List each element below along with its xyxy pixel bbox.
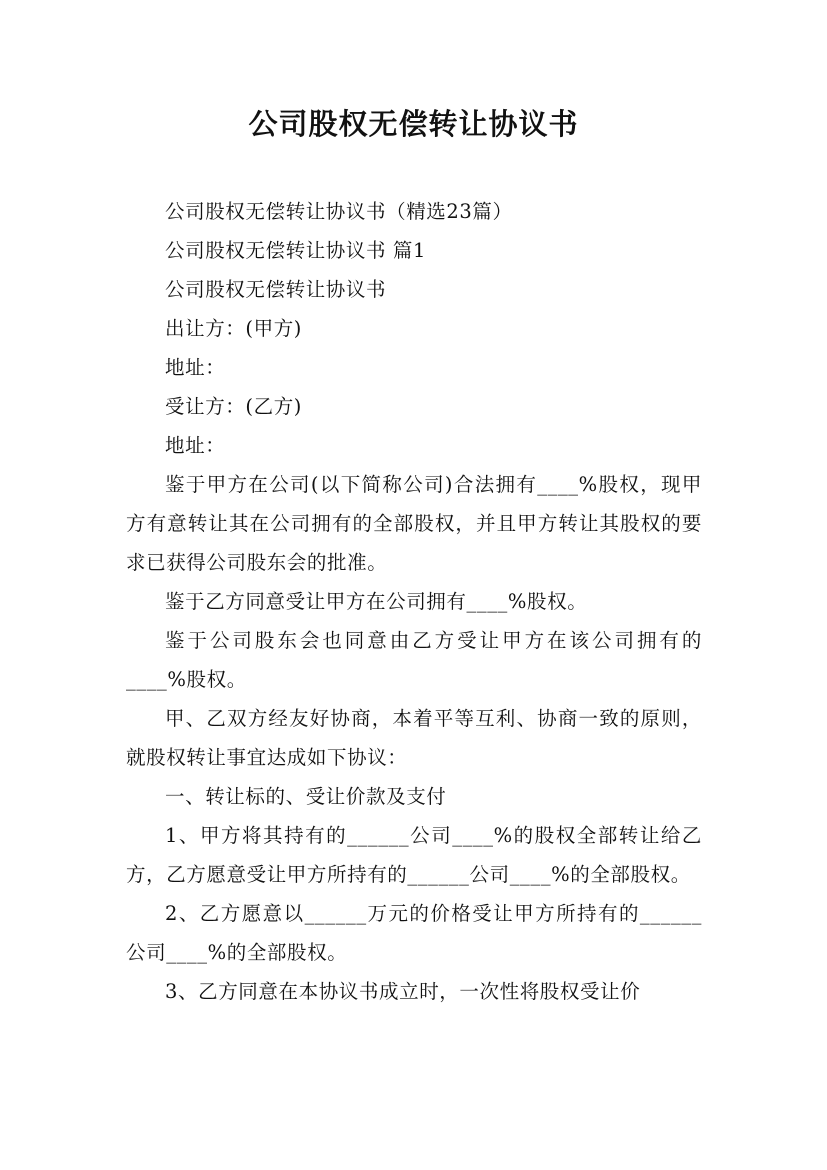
paragraph-recital-2: 鉴于乙方同意受让甲方在公司拥有____%股权。 [165,590,588,613]
paragraph-clause-2: 2、乙方愿意以______万元的价格受让甲方所持有的______公司____%的全部股权。 [126,902,702,964]
paragraph-agreement-intro: 甲、乙双方经友好协商，本着平等互利、协商一致的原则，就股权转让事宜达成如下协议： [126,707,702,769]
paragraph-subtitle: 公司股权无偿转让协议书（精选23篇） [165,200,513,223]
paragraph-clause-1: 1、甲方将其持有的______公司____%的股权全部转让给乙方，乙方愿意受让甲方所持有的______公司____%的全部股权。 [126,824,702,886]
document-title: 公司股权无偿转让协议书 [248,107,579,141]
paragraph-recital-3: 鉴于公司股东会也同意由乙方受让甲方在该公司拥有的____%股权。 [126,629,702,691]
paragraph-clause-heading: 一、转让标的、受让价款及支付 [165,785,447,808]
paragraph-recital-1: 鉴于甲方在公司(以下简称公司)合法拥有____%股权，现甲方有意转让其在公司拥有的全部股权，并且甲方转让其股权的要求已获得公司股东会的批准。 [126,473,702,574]
paragraph-transferee-address: 地址： [165,434,226,457]
paragraph-section-heading: 公司股权无偿转让协议书 篇1 [165,239,427,262]
paragraph-clause-3: 3、乙方同意在本协议书成立时，一次性将股权受让价 [165,980,641,1003]
paragraph-agreement-name: 公司股权无偿转让协议书 [165,278,387,301]
document-body [126,192,702,1011]
paragraph-transferor-address: 地址： [165,356,226,379]
paragraph-transferee: 受让方：(乙方) [165,395,303,418]
paragraph-transferor: 出让方：(甲方) [165,317,303,340]
